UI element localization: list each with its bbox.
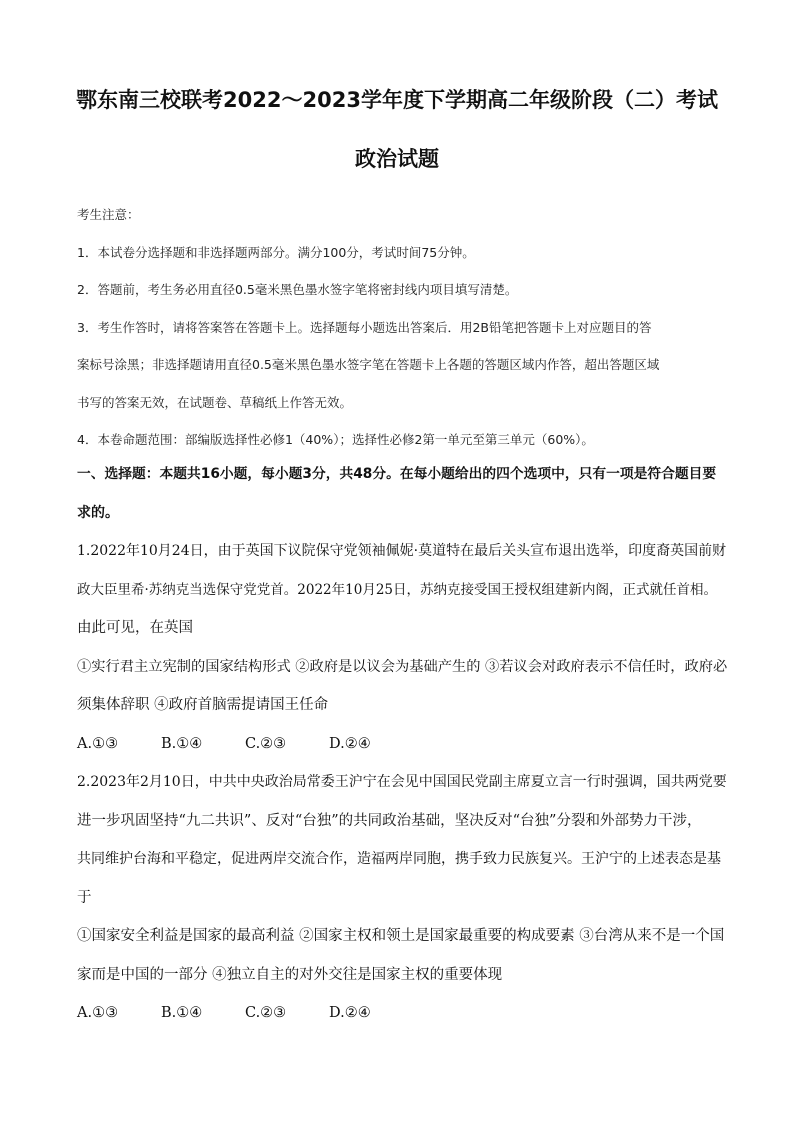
question-2: [77, 763, 727, 1033]
questions: [77, 455, 727, 1033]
answer-options: [77, 994, 727, 1033]
note-line: 书写的答案无效，在试题卷、草稿纸上作答无效。: [77, 394, 353, 410]
exam-title: 鄂东南三校联考2022～2023学年度下学期高二年级阶段（二）考试: [76, 88, 718, 112]
option-c: C.②③: [245, 1005, 287, 1021]
section-heading-cont: 求的。: [77, 504, 119, 521]
note-line: 1．本试卷分选择题和非选择题两部分。满分100分，考试时间75分钟。: [77, 244, 475, 260]
candidate-notes: [77, 196, 727, 459]
question-line: 于: [77, 889, 92, 906]
option-d: D.②④: [329, 735, 371, 752]
question-line: ①实行君主立宪制的国家结构形式 ②政府是以议会为基础产生的 ③若议会对政府表示不信任时，政府必: [77, 658, 728, 675]
question-line: 2.2023年2月10日，中共中央政治局常委王沪宁在会见中国国民党副主席夏立言一行时强调，国共两党要: [77, 774, 727, 790]
question-line: 政大臣里希·苏纳克当选保守党党首。2022年10月25日，苏纳克接受国王授权组建新内阁，正式就任首相。: [77, 581, 718, 598]
question-line: 须集体辞职 ④政府首脑需提请国王任命: [77, 697, 329, 713]
option-a: A.①③: [77, 735, 119, 752]
note-line: 4．本卷命题范围：部编版选择性必修1（40%）；选择性必修2第一单元至第三单元（60%）。: [77, 432, 594, 447]
option-a: A.①③: [77, 1005, 119, 1021]
question-line: 1.2022年10月24日，由于英国下议院保守党领袖佩妮·莫道特在最后关头宣布退出选举，印度裔英国前财: [77, 543, 727, 559]
question-line: 由此可见，在英国: [77, 620, 193, 636]
answer-options: [77, 725, 727, 764]
subject-title: 政治试题: [355, 147, 439, 171]
option-d: D.②④: [329, 1005, 371, 1021]
note-line: 案标号涂黑；非选择题请用直径0.5毫米黑色墨水签字笔在答题卡上各题的答题区域内作答，超出答题区域: [77, 357, 660, 372]
section-heading: 一、选择题：本题共16小题，每小题3分，共48分。在每小题给出的四个选项中，只有一项是符合题目要: [77, 466, 717, 482]
note-line: 3．考生作答时，请将答案答在答题卡上。选择题每小题选出答案后．用2B铅笔把答题卡上对应题目的答: [77, 319, 652, 335]
question-line: ①国家安全利益是国家的最高利益 ②国家主权和领土是国家最重要的构成要素 ③台湾从来不是一个国: [77, 928, 725, 944]
question-line: 家而是中国的一部分 ④独立自主的对外交往是国家主权的重要体现: [77, 966, 503, 983]
question-line: 进一步巩固坚持“九二共识”、反对“台独”的共同政治基础，坚决反对“台独”分裂和外部势力干涉，: [77, 812, 702, 829]
question-line: 共同维护台海和平稳定，促进两岸交流合作，造福两岸同胞，携手致力民族复兴。王沪宁的上述表态是基: [77, 851, 721, 867]
option-b: B.①④: [161, 735, 203, 752]
question-1: [77, 532, 727, 763]
note-line: 2．答题前，考生务必用直径0.5毫米黑色墨水签字笔将密封线内项目填写清楚。: [77, 282, 518, 297]
option-c: C.②③: [245, 735, 287, 752]
option-b: B.①④: [161, 1005, 203, 1021]
notes-heading: 考生注意：: [77, 207, 140, 222]
